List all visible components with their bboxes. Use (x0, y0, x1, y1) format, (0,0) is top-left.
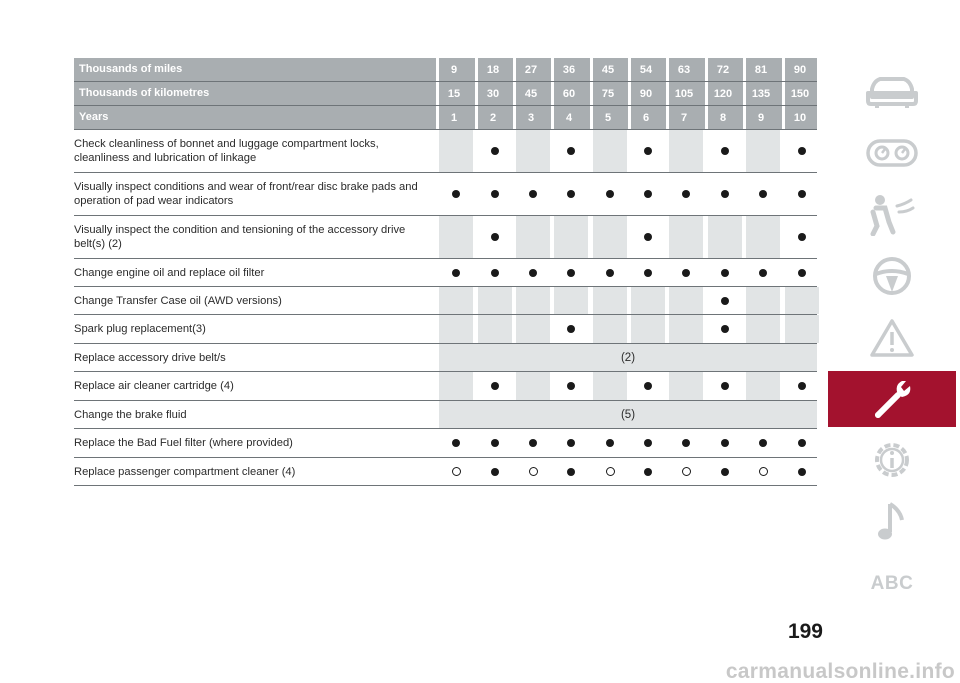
schedule-cell (785, 259, 819, 286)
schedule-cell (708, 216, 742, 258)
filled-dot-icon (529, 439, 537, 447)
filled-dot-icon (567, 325, 575, 333)
sidebar-item-technical[interactable] (828, 432, 956, 488)
filled-dot-icon (567, 468, 575, 476)
schedule-cell (439, 287, 473, 314)
schedule-cell (746, 216, 780, 258)
schedule-cell (516, 173, 550, 215)
schedule-cell (669, 287, 703, 314)
schedule-cell (439, 259, 473, 286)
span-note: (5) (439, 401, 817, 428)
filled-dot-icon (644, 147, 652, 155)
header-row-label: Thousands of miles (79, 63, 183, 75)
sidebar-item-maintenance[interactable] (828, 371, 956, 427)
filled-dot-icon (682, 190, 690, 198)
schedule-row (74, 344, 817, 372)
filled-dot-icon (798, 190, 806, 198)
schedule-cell (516, 315, 550, 343)
filled-dot-icon (567, 382, 575, 390)
header-cell: 9 (743, 106, 776, 129)
dashboard-gauges-icon (864, 135, 920, 171)
schedule-cell (478, 458, 512, 485)
header-cell: 45 (590, 58, 623, 81)
header-row (74, 82, 817, 106)
schedule-cell (593, 216, 627, 258)
schedule-cell (554, 372, 588, 400)
schedule-cell (593, 173, 627, 215)
schedule-cell (669, 130, 703, 172)
filled-dot-icon (491, 269, 499, 277)
filled-dot-icon (759, 439, 767, 447)
schedule-cell (785, 173, 819, 215)
header-row-label: Thousands of kilometres (79, 87, 210, 99)
header-cell: 72 (705, 58, 738, 81)
schedule-cell (785, 429, 819, 457)
header-cell: 18 (475, 58, 508, 81)
schedule-cell (785, 287, 819, 314)
car-icon (864, 71, 920, 111)
header-cell: 90 (782, 58, 815, 81)
schedule-cell (708, 315, 742, 343)
schedule-row-label: Visually inspect the condition and tensioning of the accessory drive belt(s) (2) (74, 224, 406, 250)
schedule-cell (554, 130, 588, 172)
filled-dot-icon (606, 190, 614, 198)
schedule-cell (669, 259, 703, 286)
schedule-cell (631, 216, 665, 258)
header-cell: 60 (551, 82, 584, 105)
schedule-cell (708, 259, 742, 286)
schedule-cell (746, 372, 780, 400)
schedule-cell (708, 429, 742, 457)
header-cell: 8 (705, 106, 738, 129)
schedule-cell (785, 216, 819, 258)
header-cell: 3 (513, 106, 546, 129)
sidebar-item-warnings[interactable] (828, 310, 956, 366)
filled-dot-icon (721, 439, 729, 447)
header-cell: 45 (513, 82, 546, 105)
filled-dot-icon (798, 147, 806, 155)
filled-dot-icon (452, 269, 460, 277)
filled-dot-icon (491, 382, 499, 390)
header-cell: 36 (551, 58, 584, 81)
schedule-cell (746, 287, 780, 314)
filled-dot-icon (452, 439, 460, 447)
schedule-row-label: Change engine oil and replace oil filter (74, 266, 265, 279)
schedule-cell (631, 372, 665, 400)
schedule-cell (554, 429, 588, 457)
steering-wheel-icon (870, 254, 914, 298)
schedule-cell (785, 130, 819, 172)
schedule-cell (746, 173, 780, 215)
schedule-cell (478, 372, 512, 400)
schedule-row (74, 216, 817, 259)
schedule-cell (439, 216, 473, 258)
filled-dot-icon (644, 190, 652, 198)
schedule-cell (478, 429, 512, 457)
schedule-cell (746, 130, 780, 172)
schedule-cell (554, 287, 588, 314)
header-cell: 9 (436, 58, 469, 81)
schedule-cell (631, 429, 665, 457)
filled-dot-icon (644, 439, 652, 447)
filled-dot-icon (606, 269, 614, 277)
filled-dot-icon (644, 269, 652, 277)
schedule-cell (478, 173, 512, 215)
schedule-cell (593, 372, 627, 400)
span-note: (2) (439, 344, 817, 371)
open-circle-icon (759, 467, 768, 476)
schedule-row (74, 315, 817, 344)
schedule-cell (785, 372, 819, 400)
schedule-cell (516, 216, 550, 258)
header-cell: 27 (513, 58, 546, 81)
schedule-cell (746, 429, 780, 457)
schedule-cell (593, 130, 627, 172)
filled-dot-icon (491, 233, 499, 241)
header-cell: 2 (475, 106, 508, 129)
schedule-row (74, 372, 817, 401)
schedule-cell (439, 372, 473, 400)
schedule-cell (516, 259, 550, 286)
open-circle-icon (682, 467, 691, 476)
schedule-cell (516, 458, 550, 485)
schedule-cell (554, 458, 588, 485)
filled-dot-icon (798, 269, 806, 277)
gear-info-icon (869, 437, 915, 483)
header-cell: 54 (628, 58, 661, 81)
open-circle-icon (606, 467, 615, 476)
filled-dot-icon (567, 147, 575, 155)
filled-dot-icon (567, 269, 575, 277)
header-cell: 63 (666, 58, 699, 81)
schedule-cell (669, 458, 703, 485)
schedule-cell (439, 429, 473, 457)
header-cell: 105 (666, 82, 699, 105)
header-cell: 75 (590, 82, 623, 105)
schedule-cell (746, 458, 780, 485)
filled-dot-icon (721, 190, 729, 198)
filled-dot-icon (721, 382, 729, 390)
schedule-cell (708, 372, 742, 400)
schedule-cell (593, 458, 627, 485)
page-number: 199 (787, 620, 823, 643)
schedule-cell (593, 315, 627, 343)
filled-dot-icon (798, 233, 806, 241)
schedule-row-label: Check cleanliness of bonnet and luggage compartment locks, cleanliness and lubrication of linkage (74, 138, 379, 164)
schedule-cell (478, 287, 512, 314)
header-cell: 135 (743, 82, 776, 105)
schedule-cell (746, 259, 780, 286)
filled-dot-icon (644, 382, 652, 390)
filled-dot-icon (606, 439, 614, 447)
schedule-cell (439, 173, 473, 215)
filled-dot-icon (721, 325, 729, 333)
schedule-row-label: Replace accessory drive belt/s (74, 351, 226, 364)
schedule-cell (785, 458, 819, 485)
schedule-row (74, 287, 817, 315)
schedule-cell (516, 372, 550, 400)
schedule-cell (516, 287, 550, 314)
schedule-cell (554, 216, 588, 258)
filled-dot-icon (721, 468, 729, 476)
header-cell: 4 (551, 106, 584, 129)
seat-safety-icon (867, 192, 917, 236)
filled-dot-icon (798, 382, 806, 390)
filled-dot-icon (721, 269, 729, 277)
watermark: carmanualsonline.info (725, 660, 955, 683)
schedule-cell (669, 429, 703, 457)
schedule-row-label: Visually inspect conditions and wear of front/rear disc brake pads and operation of pad wear indicators (74, 181, 418, 207)
schedule-cell (631, 287, 665, 314)
schedule-row (74, 130, 817, 173)
filled-dot-icon (491, 190, 499, 198)
header-cell: 150 (782, 82, 815, 105)
sidebar-item-steering[interactable] (828, 248, 956, 304)
schedule-cell (631, 173, 665, 215)
wrench-icon (868, 377, 916, 421)
schedule-row (74, 429, 817, 458)
header-row (74, 58, 817, 82)
schedule-cell (708, 173, 742, 215)
header-cell: 81 (743, 58, 776, 81)
filled-dot-icon (721, 297, 729, 305)
schedule-cell (631, 130, 665, 172)
filled-dot-icon (529, 190, 537, 198)
header-cell: 6 (628, 106, 661, 129)
header-cell: 120 (705, 82, 738, 105)
sidebar-item-index[interactable] (828, 556, 956, 612)
schedule-cell (478, 130, 512, 172)
schedule-row (74, 173, 817, 216)
header-cell: 90 (628, 82, 661, 105)
schedule-cell (746, 315, 780, 343)
sidebar-item-dashboard[interactable] (828, 125, 956, 181)
schedule-cell (708, 287, 742, 314)
sidebar-item-multimedia[interactable] (828, 494, 956, 550)
sidebar-item-safety[interactable] (828, 186, 956, 242)
schedule-cell (593, 429, 627, 457)
schedule-row (74, 401, 817, 429)
filled-dot-icon (682, 269, 690, 277)
schedule-row (74, 259, 817, 287)
schedule-row (74, 458, 817, 486)
filled-dot-icon (491, 147, 499, 155)
schedule-cell (478, 259, 512, 286)
schedule-cell (785, 315, 819, 343)
filled-dot-icon (491, 439, 499, 447)
schedule-cell (669, 216, 703, 258)
filled-dot-icon (759, 190, 767, 198)
filled-dot-icon (452, 190, 460, 198)
schedule-row-label: Replace passenger compartment cleaner (4) (74, 465, 296, 478)
open-circle-icon (529, 467, 538, 476)
schedule-cell (631, 458, 665, 485)
schedule-cell (631, 315, 665, 343)
filled-dot-icon (529, 269, 537, 277)
filled-dot-icon (759, 269, 767, 277)
schedule-cell (708, 458, 742, 485)
schedule-row-label: Change Transfer Case oil (AWD versions) (74, 294, 282, 307)
header-cell: 7 (666, 106, 699, 129)
filled-dot-icon (567, 190, 575, 198)
schedule-row-label: Spark plug replacement(3) (74, 323, 206, 335)
music-note-icon (874, 500, 910, 544)
schedule-cell (669, 173, 703, 215)
schedule-cell (554, 315, 588, 343)
maintenance-schedule-table (74, 58, 817, 486)
schedule-row-label: Change the brake fluid (74, 408, 187, 421)
schedule-cell (439, 458, 473, 485)
header-row-label: Years (79, 111, 109, 123)
open-circle-icon (452, 467, 461, 476)
schedule-cell (516, 429, 550, 457)
schedule-cell (478, 216, 512, 258)
schedule-cell (516, 130, 550, 172)
schedule-cell (554, 259, 588, 286)
filled-dot-icon (644, 468, 652, 476)
filled-dot-icon (567, 439, 575, 447)
schedule-row-label: Replace air cleaner cartridge (4) (74, 380, 234, 392)
schedule-cell (478, 315, 512, 343)
schedule-cell (708, 130, 742, 172)
filled-dot-icon (798, 468, 806, 476)
header-cell: 15 (436, 82, 469, 105)
abc-index-icon: ABC (870, 573, 914, 594)
schedule-cell (669, 372, 703, 400)
schedule-cell (669, 315, 703, 343)
schedule-cell (593, 287, 627, 314)
warning-triangle-icon (869, 317, 915, 359)
header-cell: 30 (475, 82, 508, 105)
header-cell: 10 (782, 106, 815, 129)
filled-dot-icon (721, 147, 729, 155)
schedule-cell (554, 173, 588, 215)
schedule-cell (631, 259, 665, 286)
filled-dot-icon (491, 468, 499, 476)
schedule-cell (439, 315, 473, 343)
header-cell: 5 (590, 106, 623, 129)
schedule-cell (593, 259, 627, 286)
sidebar-item-car[interactable] (828, 63, 956, 119)
header-row (74, 106, 817, 130)
schedule-cell (439, 130, 473, 172)
filled-dot-icon (644, 233, 652, 241)
schedule-row-label: Replace the Bad Fuel filter (where provided) (74, 437, 293, 449)
filled-dot-icon (798, 439, 806, 447)
header-cell: 1 (436, 106, 469, 129)
filled-dot-icon (682, 439, 690, 447)
